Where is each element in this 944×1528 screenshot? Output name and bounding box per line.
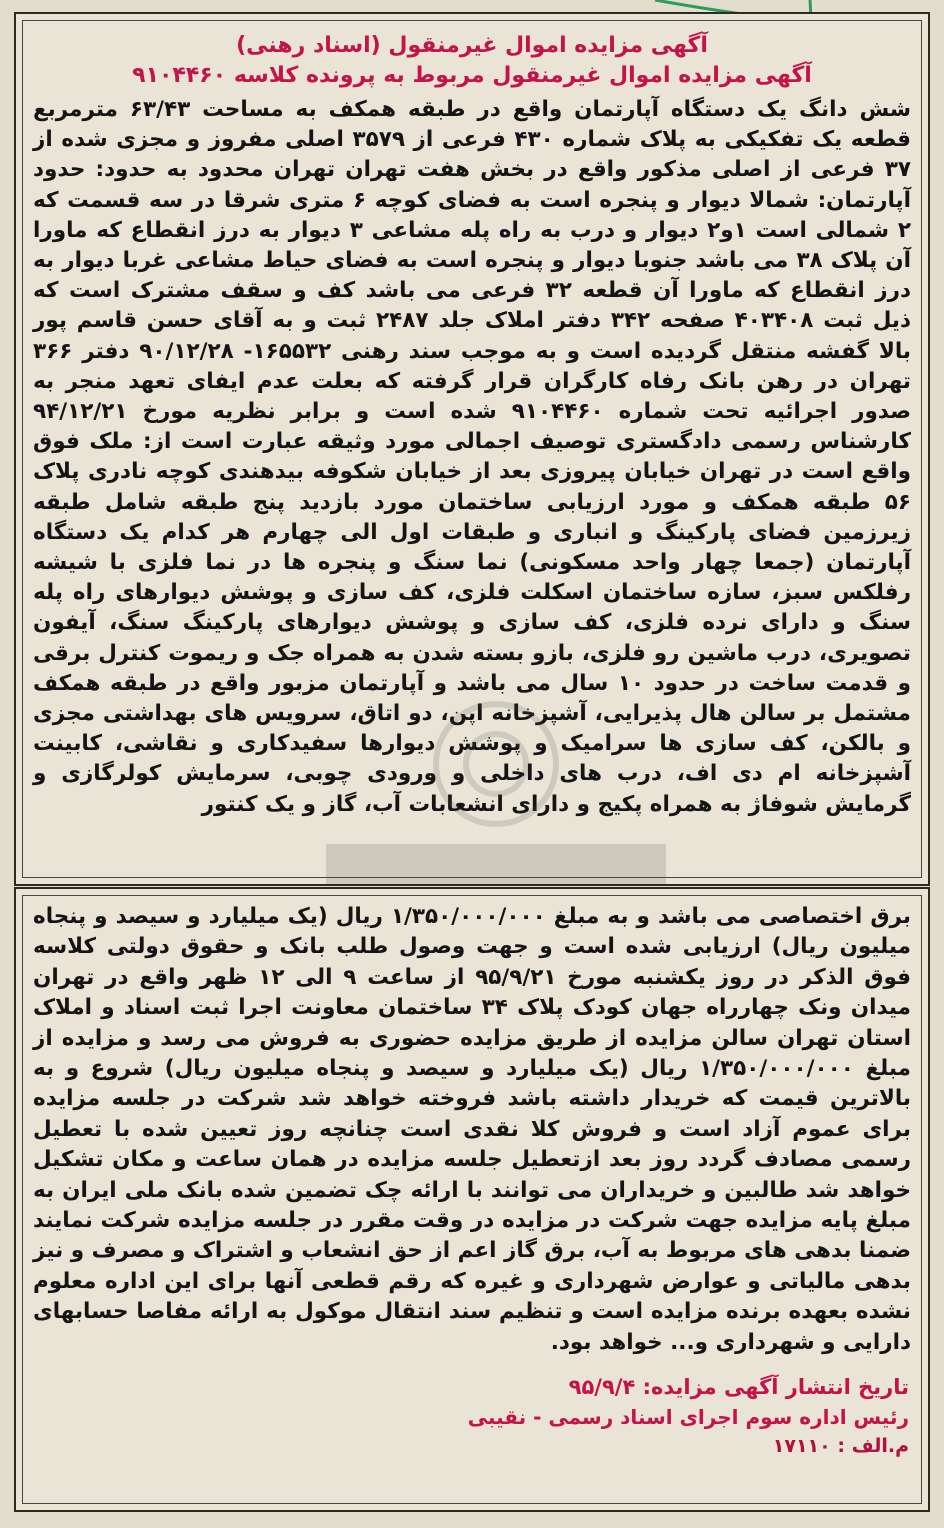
signature-line: رئیس اداره سوم اجرای اسناد رسمی - نقیبی [467,1405,909,1430]
ad-title: آگهی مزایده اموال غیرمنقول (اسناد رهنی) [236,33,708,58]
clipping-bottom [14,887,930,1512]
clipping-top [14,12,930,886]
clipping-border [22,20,922,878]
ad-footer [23,1358,921,1460]
ad-body-part1: شش دانگ یک دستگاه آپارتمان واقع در طبقه همکف به مساحت ۶۳/۴۳ مترمربع قطعه یک تفکیکی به پلاک شماره ۴۳۰ فرعی از ۳۵۷۹ اصلی مفروز و مجزی شده از ۳۷ فرعی از اصلی مذکور واقع در بخش هفت تهران تهران محدود به حدود: حدود آپارتمان: شمالا دیوار و پنجره است به فضای کوچه ۶ متری شرقا در سه قسمت که ۲ شمالی است ۱و۲ دیوار و درب به راه پله مشاعی ۳ دیوار به درز انقطاع که ماورا آن پلاک ۳۸ می باشد جنوبا دیوار و پنجره است به فضای حیاط مشاعی غربا دیوار به درز انقطاع که ماورا آن قطعه ۳۲ فرعی می باشد کف و سقف مشترک است که ذیل ثبت ۴۰۳۴۰۸ صفحه ۳۴۲ دفتر املاک جلد ۲۴۸۷ ثبت و به آقای حسن قاسم پور بالا گفشه منتقل گردیده است و به موجب سند رهنی ۱۶۵۵۳۲- ۹۰/۱۲/۲۸ دفتر ۳۶۶ تهران در رهن بانک رفاه کارگران قرار گرفته که بعلت عدم ایفای تعهد منجر به صدور اجرائیه تحت شماره ۹۱۰۴۴۶۰ شده است و برابر نظریه مورخ ۹۴/۱۲/۲۱ کارشناس رسمی دادگستری توصیف اجمالی مورد وثیقه عبارت است از: ملک فوق واقع است در تهران خیابان پیروزی بعد از خیابان شکوفه بیدهندی کوچه نادری پلاک ۵۶ طبقه همکف و مورد ارزیابی ساختمان مورد بازدید پنج طبقه شامل طبقه زیرزمین فضای پارکینگ و انباری و طبقات اول الی چهارم هر کدام یک دستگاه آپارتمان (جمعا چهار واحد مسکونی) نما سنگ و پنجره ها در نما فلزی با شیشه رفلکس سبز، سازه ساختمان اسکلت فلزی، کف سازی و پوشش دیوارهای راه پله سنگ و دارای نرده فلزی، کف سازی و پوشش دیوارهای پارکینگ سنگ، آیفون تصویری، درب ماشین رو فلزی، بازو بسته شدن به همراه جک و ریموت کنترل برقی و قدمت ساخت در حدود ۱۰ سال می باشد و آپارتمان مزبور واقع در طبقه همکف مشتمل بر سالن هال پذیرایی، آشپزخانه اپن، دو اتاق، سرویس های بهداشتی مجزی و بالکن، کف سازی ها سرامیک و پوشش دیوارها سفیدکاری و نقاشی، کابینت آشپزخانه ام دی اف، درب های داخلی و ورودی چوبی، سرمایش کولرگازی و گرمایش شوفاژ به همراه پکیج و دارای انشعابات آب، گاز و یک کنتور [33,97,912,817]
publish-date: تاریخ انتشار آگهی مزایده: ۹۵/۹/۴ [568,1375,909,1400]
reference-code: م.الف : ۱۷۱۱۰ [772,1435,909,1458]
ad-body-part2: برق اختصاصی می باشد و به مبلغ ۱/۳۵۰/۰۰۰/۰۰۰ ریال (یک میلیارد و سیصد و پنجاه میلیون ریال) ارزیابی شده است و جهت وصول طلب بانک و حقوق دولتی کلاسه فوق الذکر در روز یکشنبه مورخ ۹۵/۹/۲۱ از ساعت ۹ الی ۱۲ ظهر واقع در تهران میدان ونک چهارراه جهان کودک پلاک ۳۴ ساختمان معاونت اجرا ثبت اسناد و املاک استان تهران سالن مزایده از طریق مزایده حضوری به فروش می رسد و مزایده از مبلغ ۱/۳۵۰/۰۰۰/۰۰۰ ریال (یک میلیارد و سیصد و پنجاه میلیون ریال) شروع و به بالاترین قیمت که خریدار داشته باشد فروخته خواهد شد شرکت در جلسه مزایده برای عموم آزاد است و فروش کلا نقدی است چنانچه روز تعیین شده با تعطیل رسمی مصادف گردد روز بعد ازتعطیل جلسه مزایده در همان ساعت و مکان تشکیل خواهد شد طالبین و خریداران می توانند با ارائه چک تضمین شده بانک ملی ایران به مبلغ پایه مزایده جهت شرکت در مزایده در وقت مقرر در جلسه مزایده شرکت نمایند ضمنا بدهی های مربوط به آب، برق گاز اعم از حق انشعاب و اشتراک و مصرف و نیز بدهی مالیاتی و عوارض شهرداری و غیره که رقم قطعی آنها برای این اداره معلوم نشده بعهده برنده مزایده است و تنظیم سند انتقال موکول به ارائه مفاصا حسابهای دارایی و شهرداری و... خواهد بود. [33,904,912,1355]
ad-subtitle: آگهی مزایده اموال غیرمنقول مربوط به پرونده کلاسه ۹۱۰۴۴۶۰ [132,63,812,88]
ad-header [23,21,921,91]
clipping-border [22,895,922,1504]
